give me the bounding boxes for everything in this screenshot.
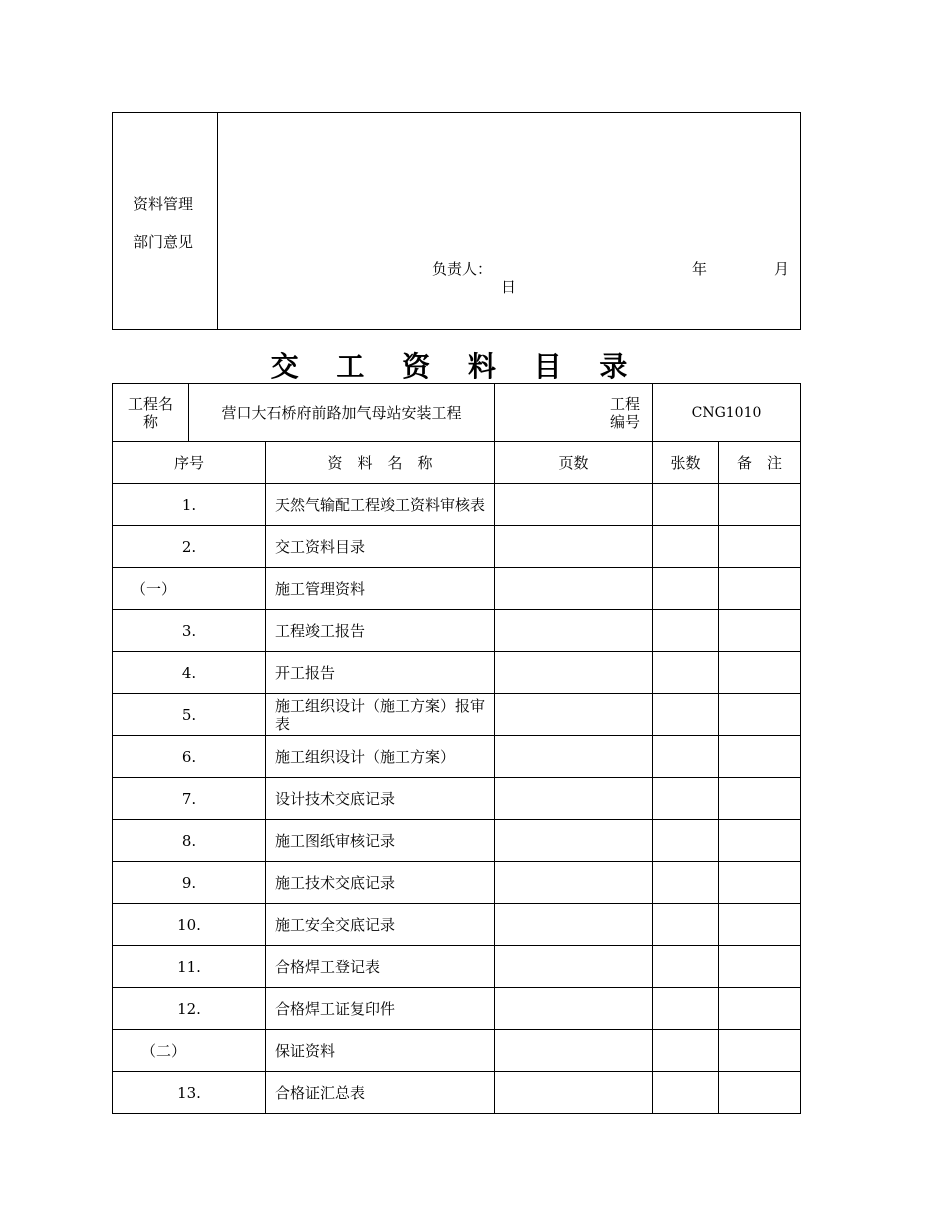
row-remarks-cell (719, 694, 801, 736)
col-header-name: 资 料 名 称 (266, 442, 495, 484)
row-sheets-cell (653, 862, 719, 904)
approval-label-line2: 部门意见 (133, 233, 194, 251)
month-label: 月 (774, 260, 790, 278)
row-sheets-cell (653, 1072, 719, 1114)
row-number: 7. (113, 778, 266, 820)
row-pages-cell (495, 1072, 653, 1114)
row-document-name: 合格焊工证复印件 (266, 988, 495, 1030)
row-remarks-cell (719, 484, 801, 526)
day-label: 日 (501, 278, 517, 296)
row-pages-cell (495, 610, 653, 652)
row-document-name: 施工组织设计（施工方案） (266, 736, 495, 778)
row-document-name: 合格证汇总表 (266, 1072, 495, 1114)
row-number: 3. (113, 610, 266, 652)
row-number: （二） (113, 1030, 266, 1072)
row-number: 9. (113, 862, 266, 904)
table-row (113, 862, 801, 904)
table-row (113, 946, 801, 988)
row-document-name: 保证资料 (266, 1030, 495, 1072)
project-code-label-cell (495, 384, 653, 442)
table-row (113, 1072, 801, 1114)
row-number: 12. (113, 988, 266, 1030)
row-pages-cell (495, 736, 653, 778)
row-sheets-cell (653, 904, 719, 946)
row-sheets-cell (653, 1030, 719, 1072)
table-row (113, 568, 801, 610)
table-row (113, 1030, 801, 1072)
table-row (113, 484, 801, 526)
approval-divider (217, 112, 218, 330)
row-pages-cell (495, 904, 653, 946)
row-number: 11. (113, 946, 266, 988)
row-number: 13. (113, 1072, 266, 1114)
row-remarks-cell (719, 568, 801, 610)
row-number: （一） (113, 568, 266, 610)
row-number: 10. (113, 904, 266, 946)
row-pages-cell (495, 484, 653, 526)
row-document-name: 施工技术交底记录 (266, 862, 495, 904)
page-title: 交 工 资 料 目 录 (270, 350, 642, 383)
row-remarks-cell (719, 1030, 801, 1072)
row-remarks-cell (719, 820, 801, 862)
responsible-label: 负责人： (432, 260, 493, 278)
document-table (112, 383, 801, 1114)
table-row (113, 526, 801, 568)
table-row (113, 820, 801, 862)
table-row (113, 652, 801, 694)
row-document-name: 施工管理资料 (266, 568, 495, 610)
table-row (113, 904, 801, 946)
row-pages-cell (495, 652, 653, 694)
row-sheets-cell (653, 610, 719, 652)
row-number: 8. (113, 820, 266, 862)
row-pages-cell (495, 988, 653, 1030)
row-remarks-cell (719, 652, 801, 694)
row-number: 5. (113, 694, 266, 736)
row-pages-cell (495, 568, 653, 610)
row-document-name: 交工资料目录 (266, 526, 495, 568)
row-remarks-cell (719, 988, 801, 1030)
row-remarks-cell (719, 946, 801, 988)
row-document-name: 施工安全交底记录 (266, 904, 495, 946)
row-document-name: 施工图纸审核记录 (266, 820, 495, 862)
row-remarks-cell (719, 736, 801, 778)
project-code-label: 工程编号 (609, 394, 640, 431)
project-row (113, 384, 801, 442)
row-number: 6. (113, 736, 266, 778)
row-number: 1. (113, 484, 266, 526)
year-label: 年 (692, 260, 708, 278)
row-number: 4. (113, 652, 266, 694)
col-header-pages: 页数 (495, 442, 653, 484)
row-remarks-cell (719, 526, 801, 568)
row-remarks-cell (719, 778, 801, 820)
row-remarks-cell (719, 904, 801, 946)
row-sheets-cell (653, 820, 719, 862)
table-row (113, 778, 801, 820)
row-remarks-cell (719, 610, 801, 652)
column-header-row (113, 442, 801, 484)
row-document-name: 工程竣工报告 (266, 610, 495, 652)
row-remarks-cell (719, 862, 801, 904)
row-sheets-cell (653, 778, 719, 820)
row-pages-cell (495, 862, 653, 904)
approval-box (112, 112, 801, 330)
row-document-name: 设计技术交底记录 (266, 778, 495, 820)
project-name-label: 工程名称 (113, 384, 189, 442)
row-document-name: 开工报告 (266, 652, 495, 694)
row-number: 2. (113, 526, 266, 568)
project-code-value: CNG1010 (653, 384, 801, 442)
row-pages-cell (495, 526, 653, 568)
row-remarks-cell (719, 1072, 801, 1114)
row-sheets-cell (653, 736, 719, 778)
row-sheets-cell (653, 568, 719, 610)
row-sheets-cell (653, 526, 719, 568)
row-document-name: 合格焊工登记表 (266, 946, 495, 988)
row-pages-cell (495, 778, 653, 820)
row-document-name: 施工组织设计（施工方案）报审表 (266, 694, 495, 736)
row-sheets-cell (653, 484, 719, 526)
col-header-sheets: 张数 (653, 442, 719, 484)
table-row (113, 610, 801, 652)
row-pages-cell (495, 694, 653, 736)
row-pages-cell (495, 946, 653, 988)
row-document-name: 天然气输配工程竣工资料审核表 (266, 484, 495, 526)
project-name-value: 营口大石桥府前路加气母站安装工程 (189, 384, 495, 442)
col-header-remarks: 备 注 (719, 442, 801, 484)
table-row (113, 988, 801, 1030)
row-sheets-cell (653, 652, 719, 694)
row-sheets-cell (653, 946, 719, 988)
table-row (113, 694, 801, 736)
table-row (113, 736, 801, 778)
approval-label-line1: 资料管理 (133, 195, 194, 213)
col-header-no: 序号 (113, 442, 266, 484)
row-sheets-cell (653, 988, 719, 1030)
row-sheets-cell (653, 694, 719, 736)
row-pages-cell (495, 820, 653, 862)
row-pages-cell (495, 1030, 653, 1072)
